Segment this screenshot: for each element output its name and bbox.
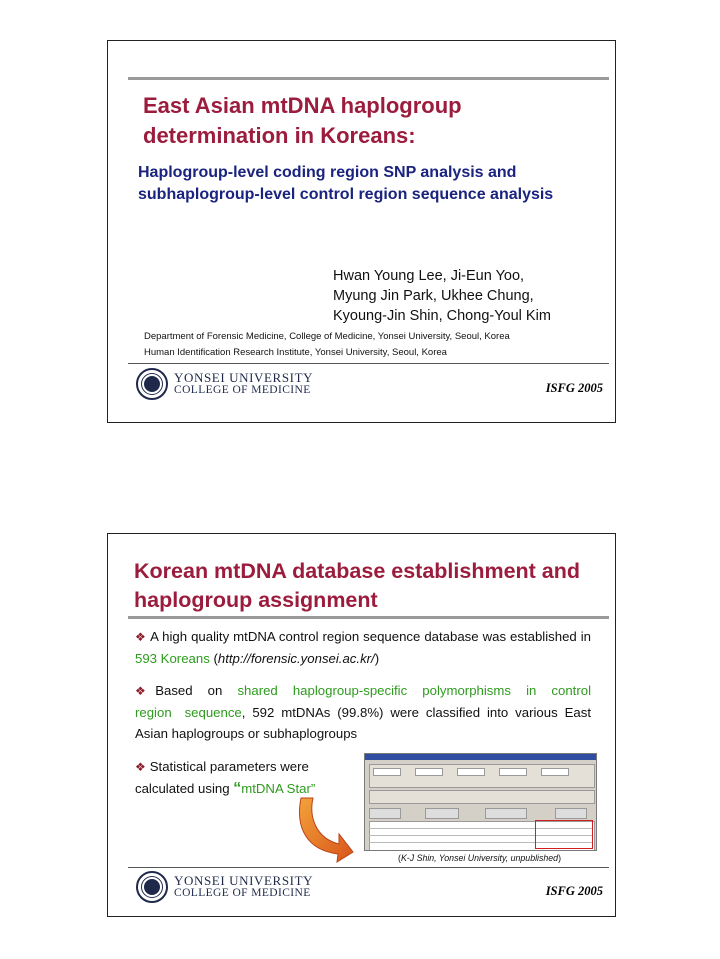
conference-label: ISFG 2005 (545, 884, 603, 898)
affiliation-line: Human Identification Research Institute, Yonsei University, Seoul, Korea (144, 347, 447, 358)
logo-line-2: COLLEGE OF MEDICINE (174, 384, 311, 396)
slide-2-title: Korean mtDNA database establishment and haplogroup assignment (134, 559, 581, 612)
image-credit: (K-J Shin, Yonsei University, unpublished) (398, 853, 562, 863)
diamond-bullet-icon: ❖ (135, 630, 147, 644)
top-rule (128, 77, 609, 80)
yonsei-seal-icon (136, 368, 168, 400)
yonsei-seal-icon (136, 871, 168, 903)
logo-line-2: COLLEGE OF MEDICINE (174, 887, 311, 899)
slide-2 (107, 533, 616, 917)
diamond-bullet-icon: ❖ (135, 684, 152, 698)
university-logo (136, 368, 313, 400)
author-line: Myung Jin Park, Ukhee Chung, (333, 288, 534, 304)
footer-rule (128, 363, 609, 364)
logo-line-1: YONSEI UNIVERSITY (174, 370, 314, 385)
diamond-bullet-icon: ❖ (135, 760, 146, 774)
slide-1-subtitle: Haplogroup-level coding region SNP analysis and subhaplogroup-level control region sequence analysis (138, 164, 554, 203)
author-line: Kyoung-Jin Shin, Chong-Youl Kim (333, 308, 551, 324)
author-list (333, 266, 551, 326)
mtdna-star-screenshot (364, 753, 597, 851)
affiliations (144, 329, 510, 361)
logo-line-1: YONSEI UNIVERSITY (174, 873, 314, 888)
footer-rule (128, 867, 609, 868)
bullet-1: ❖ A high quality mtDNA control region sequence database was established in 593 Koreans (http://forensic.yonsei.ac.kr/) (135, 629, 591, 666)
title-rule (128, 616, 609, 619)
curved-arrow-icon (283, 794, 355, 864)
university-logo (136, 871, 313, 903)
conference-label: ISFG 2005 (545, 381, 603, 395)
author-line: Hwan Young Lee, Ji-Eun Yoo, (333, 268, 525, 284)
slide-1-title: East Asian mtDNA haplogroup determination in Koreans: (143, 93, 462, 148)
slide-1 (107, 40, 616, 423)
affiliation-line: Department of Forensic Medicine, College of Medicine, Yonsei University, Seoul, Korea (144, 331, 510, 342)
bullet-2: ❖ Based on shared haplogroup-specific polymorphisms in control region sequence, 592 mtDNAs (99.8%) were classified into various East Asian haplogroups or subhaplogroups (135, 683, 592, 741)
bullet-3: ❖ Statistical parameters were calculated using “mtDNA Star” (135, 759, 316, 797)
